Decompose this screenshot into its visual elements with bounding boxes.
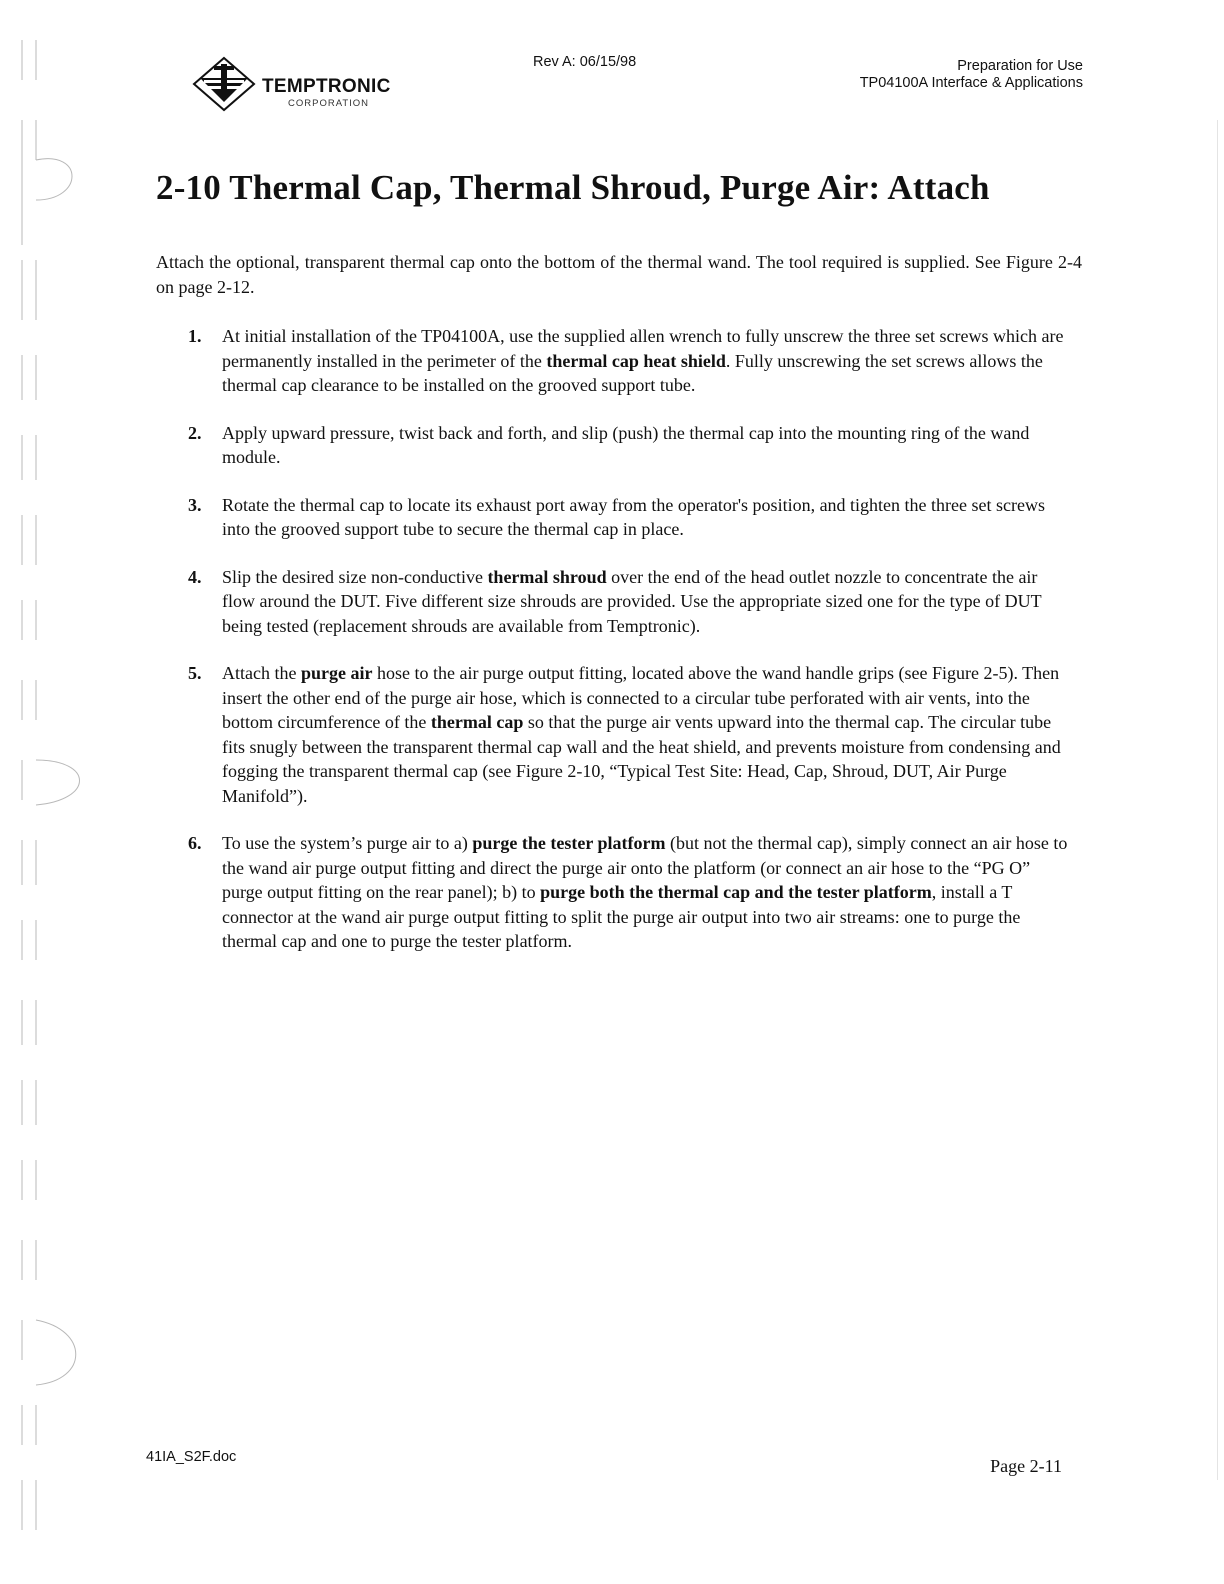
step-bold-text: thermal cap — [430, 712, 524, 732]
step-1 — [186, 324, 1070, 398]
step-text: over the end of the head outlet nozzle to concentrate the air flow around the DUT. Five different size shrouds are provided. Use the appropriate sized one for the type of DUT being tested (replacement shrouds are available from Temptronic). — [222, 566, 1042, 636]
temptronic-diamond-icon — [192, 56, 256, 112]
page-title: 2-10 Thermal Cap, Thermal Shroud, Purge Air: Attach — [156, 168, 990, 207]
intro-paragraph: Attach the optional, transparent thermal cap onto the bottom of the thermal wand. The tool required is supplied. See Figure 2-4 on page 2-12. — [156, 252, 1082, 297]
scan-edge-line — [1217, 120, 1218, 1480]
step-4 — [186, 565, 1070, 639]
step-text: Attach the — [222, 663, 301, 683]
header-right — [860, 58, 1083, 92]
step-number: 4. — [188, 566, 202, 587]
step-number: 6. — [188, 833, 202, 853]
manual-name: TP04100A Interface & Applications — [859, 75, 1083, 91]
step-text: (but not the thermal cap), simply connect an air hose to the wand air purge output fitting and direct the purge air onto the platform (or connect an air hose to the “PG O” purge output fitting on the rear panel); b) to — [222, 833, 1068, 902]
step-text: Apply upward pressure, twist back and forth, and slip (push) the thermal cap into the mounting ring of the wand module. — [222, 422, 1030, 467]
logo-corporation: CORPORATION — [288, 98, 370, 109]
step-number: 3. — [188, 494, 202, 515]
logo-name: TEMPTRONIC — [262, 76, 391, 97]
step-number: 1. — [188, 326, 202, 346]
footer-page-number: Page 2-11 — [990, 1456, 1062, 1476]
binder-holes-decoration — [14, 30, 84, 1550]
step-3 — [186, 493, 1070, 542]
step-text: hose to the air purge output fitting, located above the wand handle grips (see Figure 2-5). Then insert the other end of the purge air hose, which is connected to a circular tube perforated with air vents, into the bottom circumference of the — [222, 663, 1060, 732]
section-name: Preparation for Use — [957, 58, 1083, 74]
step-number: 5. — [188, 663, 202, 683]
footer-filename: 41IA_S2F.doc — [146, 1449, 237, 1465]
step-text: Rotate the thermal cap to locate its exhaust port away from the operator's position, and tighten the three set screws into the grooved support tube to secure the thermal cap in place. — [222, 494, 1045, 539]
steps-list — [186, 324, 1070, 977]
step-bold-text: thermal shroud — [487, 566, 607, 587]
step-2 — [186, 421, 1070, 470]
step-text: . Fully unscrewing the set screws allows the thermal cap clearance to be installed on the grooved support tube. — [222, 350, 1043, 395]
step-bold-text: purge both the thermal cap and the tester platform — [540, 882, 932, 902]
step-text: so that the purge air vents upward into the thermal cap. The circular tube fits snugly between the transparent thermal cap wall and the heat shield, and prevents moisture from condensing and fogging the transparent thermal cap (see Figure 2-10, “Typical Test Site: Head, Cap, Shroud, DUT, Air Purge Manifold”). — [222, 712, 1061, 806]
step-number: 2. — [188, 422, 202, 443]
step-bold-text: purge the tester platform — [472, 833, 666, 853]
step-bold-text: thermal cap heat shield — [546, 350, 726, 371]
step-text: At initial installation of the TP04100A, use the supplied allen wrench to fully unscrew the three set screws which are permanently installed in the perimeter of the — [222, 326, 1064, 371]
step-text: Slip the desired size non-conductive — [222, 566, 488, 587]
step-6 — [186, 831, 1070, 954]
revision-date: Rev A: 06/15/98 — [533, 54, 637, 70]
step-5 — [186, 661, 1070, 808]
step-bold-text: purge air — [300, 663, 373, 683]
temptronic-logo — [192, 56, 422, 112]
step-text: , install a T connector at the wand air purge output fitting to split the purge air output into two air streams: one to purge the thermal cap and one to purge the tester platform. — [222, 882, 1021, 951]
step-text: To use the system’s purge air to a) — [222, 833, 473, 853]
